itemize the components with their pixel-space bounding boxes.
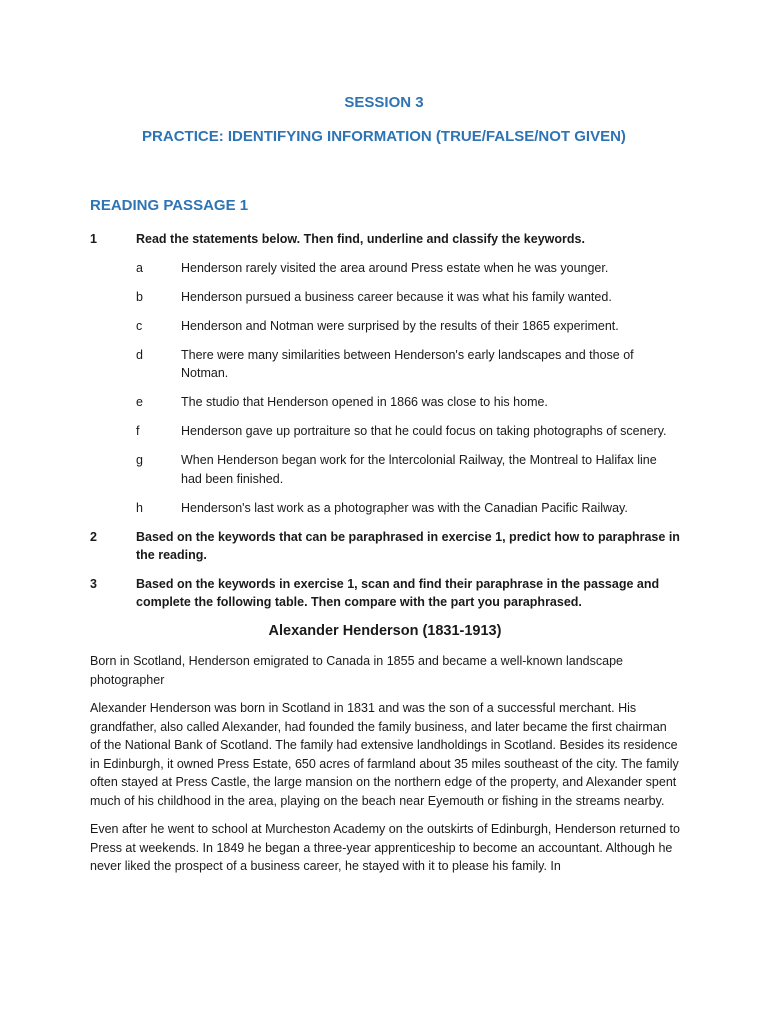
question-text: Based on the keywords in exercise 1, scan and find their paraphrase in the passage and complete the following table. Then compare with the part you paraphrased. <box>136 576 660 609</box>
passage-title: READING PASSAGE 1 <box>90 197 249 214</box>
statement-letter: a <box>136 260 143 275</box>
document-content <box>90 230 680 886</box>
article-paragraph: Even after he went to school at Murcheston Academy on the outskirts of Edinburgh, Henderson returned to Press at weekends. In 1849 he began a three-year apprenticeship to become an accountant. Although he never liked the prospect of a business career, he stayed with it to please his family. In <box>90 822 680 873</box>
question-2 <box>90 528 680 565</box>
statement-letter: e <box>136 395 143 409</box>
session-title: SESSION 3 <box>344 94 424 111</box>
question-text: Based on the keywords that can be paraphrased in exercise 1, predict how to paraphrase in the reading. <box>136 529 680 562</box>
statement-e <box>136 393 680 412</box>
question-3 <box>90 575 680 612</box>
question-number: 3 <box>90 576 97 591</box>
question-number: 1 <box>90 232 97 246</box>
article-title: Alexander Henderson (1831-1913) <box>268 622 502 639</box>
statement-letter: b <box>136 289 143 304</box>
statement-a <box>136 259 680 278</box>
question-1 <box>90 230 680 249</box>
statement-text: Henderson gave up portraiture so that he could focus on taking photographs of scenery. <box>181 424 667 438</box>
statement-d <box>136 346 680 383</box>
statement-c <box>136 317 680 336</box>
statement-g <box>136 451 680 488</box>
statement-b <box>136 288 680 307</box>
statement-letter: c <box>136 318 143 333</box>
question-text: Read the statements below. Then find, underline and classify the keywords. <box>136 232 585 246</box>
statement-text: Henderson rarely visited the area around Press estate when he was younger. <box>181 260 609 275</box>
statement-text: Henderson's last work as a photographer was with the Canadian Pacific Railway. <box>181 500 628 515</box>
question-number: 2 <box>90 529 97 544</box>
statement-letter: f <box>136 424 140 438</box>
statement-letter: h <box>136 500 143 515</box>
statement-text: When Henderson began work for the lntercolonial Railway, the Montreal to Halifax line had been finished. <box>181 453 657 486</box>
statement-text: There were many similarities between Henderson's early landscapes and those of Notman. <box>181 347 634 380</box>
statement-text: The studio that Henderson opened in 1866 was close to his home. <box>181 395 548 409</box>
statement-f <box>136 422 680 441</box>
practice-title: PRACTICE: IDENTIFYING INFORMATION (TRUE/FALSE/NOT GIVEN) <box>142 128 626 145</box>
statement-letter: d <box>136 347 143 362</box>
statement-text: Henderson and Notman were surprised by the results of their 1865 experiment. <box>181 318 619 333</box>
statement-letter: g <box>136 453 143 467</box>
statement-h <box>136 499 680 518</box>
article-subtitle: Born in Scotland, Henderson emigrated to Canada in 1855 and became a well-known landscape photographer <box>90 654 623 687</box>
statement-text: Henderson pursued a business career because it was what his family wanted. <box>181 289 612 304</box>
article-paragraph: Alexander Henderson was born in Scotland in 1831 and was the son of a successful merchant. His grandfather, also called Alexander, had founded the family business, and later became the first chairman of the National Bank of Scotland. The family had extensive landholdings in Scotland. Besides its residence in Edinburgh, it owned Press Estate, 650 acres of farmland about 35 miles southeast of the city. The family often stayed at Press Castle, the large mansion on the northern edge of the property, and Alexander spent much of his childhood in the area, playing on the beach near Eyemouth or fishing in the streams nearby. <box>90 701 679 808</box>
